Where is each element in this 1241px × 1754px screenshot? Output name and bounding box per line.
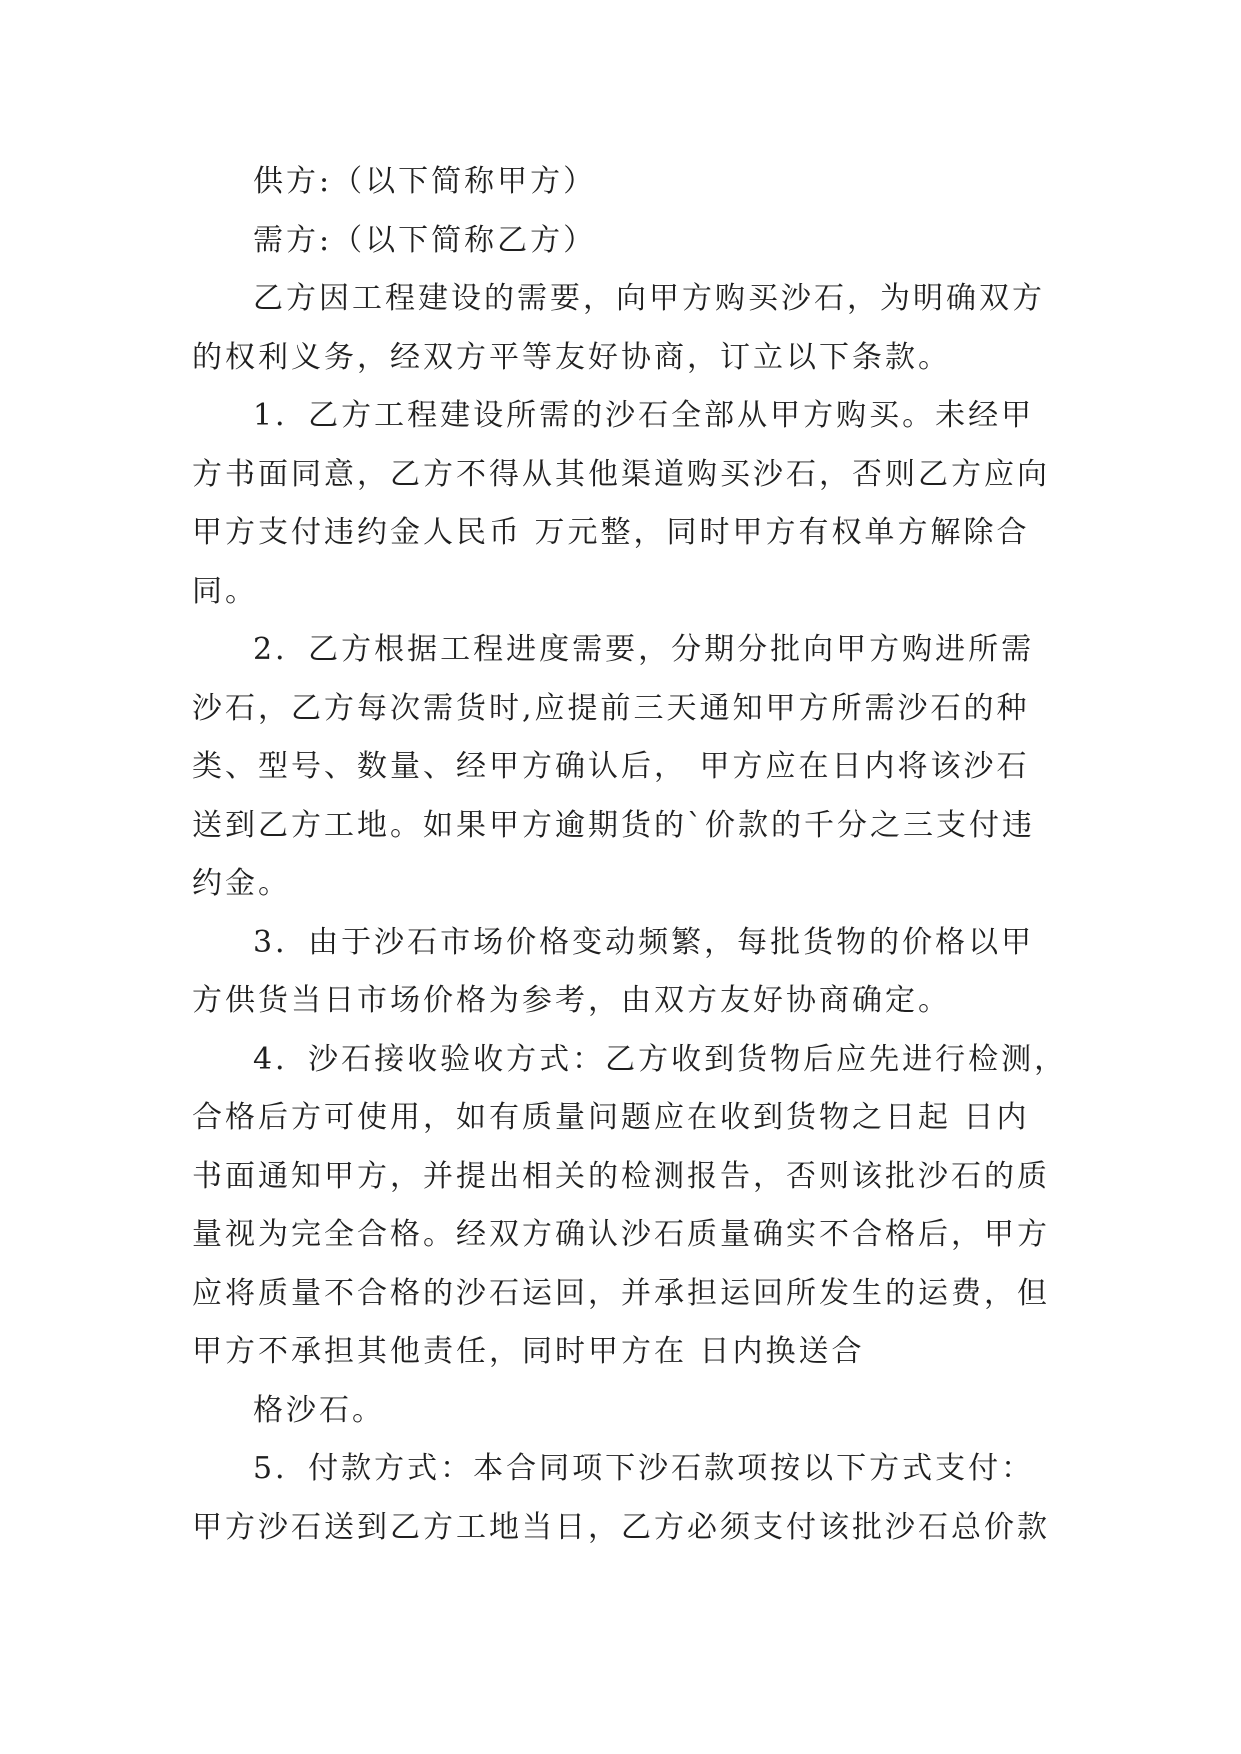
- clause-4-line-1: 4．沙石接收验收方式：乙方收到货物后应先进行检测，: [253, 1041, 1068, 1077]
- clause-1-line-3: 甲方支付违约金人民币 万元整，同时甲方有权单方解除合: [192, 515, 1030, 550]
- clause-1-line-1: 1．乙方工程建设所需的沙石全部从甲方购买。未经甲: [253, 398, 1035, 433]
- preamble-line-1: 乙方因工程建设的需要，向甲方购买沙石，为明确双方: [253, 281, 1045, 316]
- clause-2-line-1: 2．乙方根据工程进度需要，分期分批向甲方购进所需: [253, 632, 1035, 667]
- clause-5-line-2: 甲方沙石送到乙方工地当日，乙方必须支付该批沙石总价款: [192, 1509, 1050, 1545]
- clause-1-line-2: 方书面同意，乙方不得从其他渠道购买沙石，否则乙方应向: [192, 456, 1050, 492]
- clause-5-line-1: 5．付款方式：本合同项下沙石款项按以下方式支付：: [253, 1451, 1035, 1486]
- buyer-line: 需方:（以下简称乙方）: [253, 222, 597, 258]
- clause-4-line-5: 应将质量不合格的沙石运回，并承担运回所发生的运费，但: [192, 1275, 1050, 1311]
- clause-2-line-5: 约金。: [192, 866, 291, 901]
- document-body: [192, 153, 1076, 1557]
- supplier-line: 供方:（以下简称甲方）: [253, 164, 597, 199]
- clause-4-line-3: 书面通知甲方，并提出相关的检测报告，否则该批沙石的质: [192, 1158, 1050, 1194]
- clause-2-line-3: 类、型号、数量、经甲方确认后， 甲方应在日内将该沙石: [192, 749, 1030, 784]
- clause-4-line-7: 格沙石。: [253, 1392, 385, 1428]
- clause-2-line-2: 沙石，乙方每次需货时,应提前三天通知甲方所需沙石的种: [192, 690, 1030, 726]
- preamble-line-2: 的权利义务，经双方平等友好协商，订立以下条款。: [192, 339, 951, 375]
- clause-1-line-4: 同。: [192, 573, 258, 609]
- clause-4-line-6: 甲方不承担其他责任，同时甲方在 日内换送合: [192, 1334, 865, 1369]
- clause-4-line-4: 量视为完全合格。经双方确认沙石质量确实不合格后，甲方: [192, 1217, 1050, 1252]
- clause-4-line-2: 合格后方可使用，如有质量问题应在收到货物之日起 日内: [192, 1100, 1030, 1135]
- clause-3-line-1: 3．由于沙石市场价格变动频繁，每批货物的价格以甲: [253, 924, 1035, 960]
- clause-3-line-2: 方供货当日市场价格为参考，由双方友好协商确定。: [192, 983, 951, 1018]
- clause-2-line-4: 送到乙方工地。如果甲方逾期货的`价款的千分之三支付违: [192, 807, 1035, 843]
